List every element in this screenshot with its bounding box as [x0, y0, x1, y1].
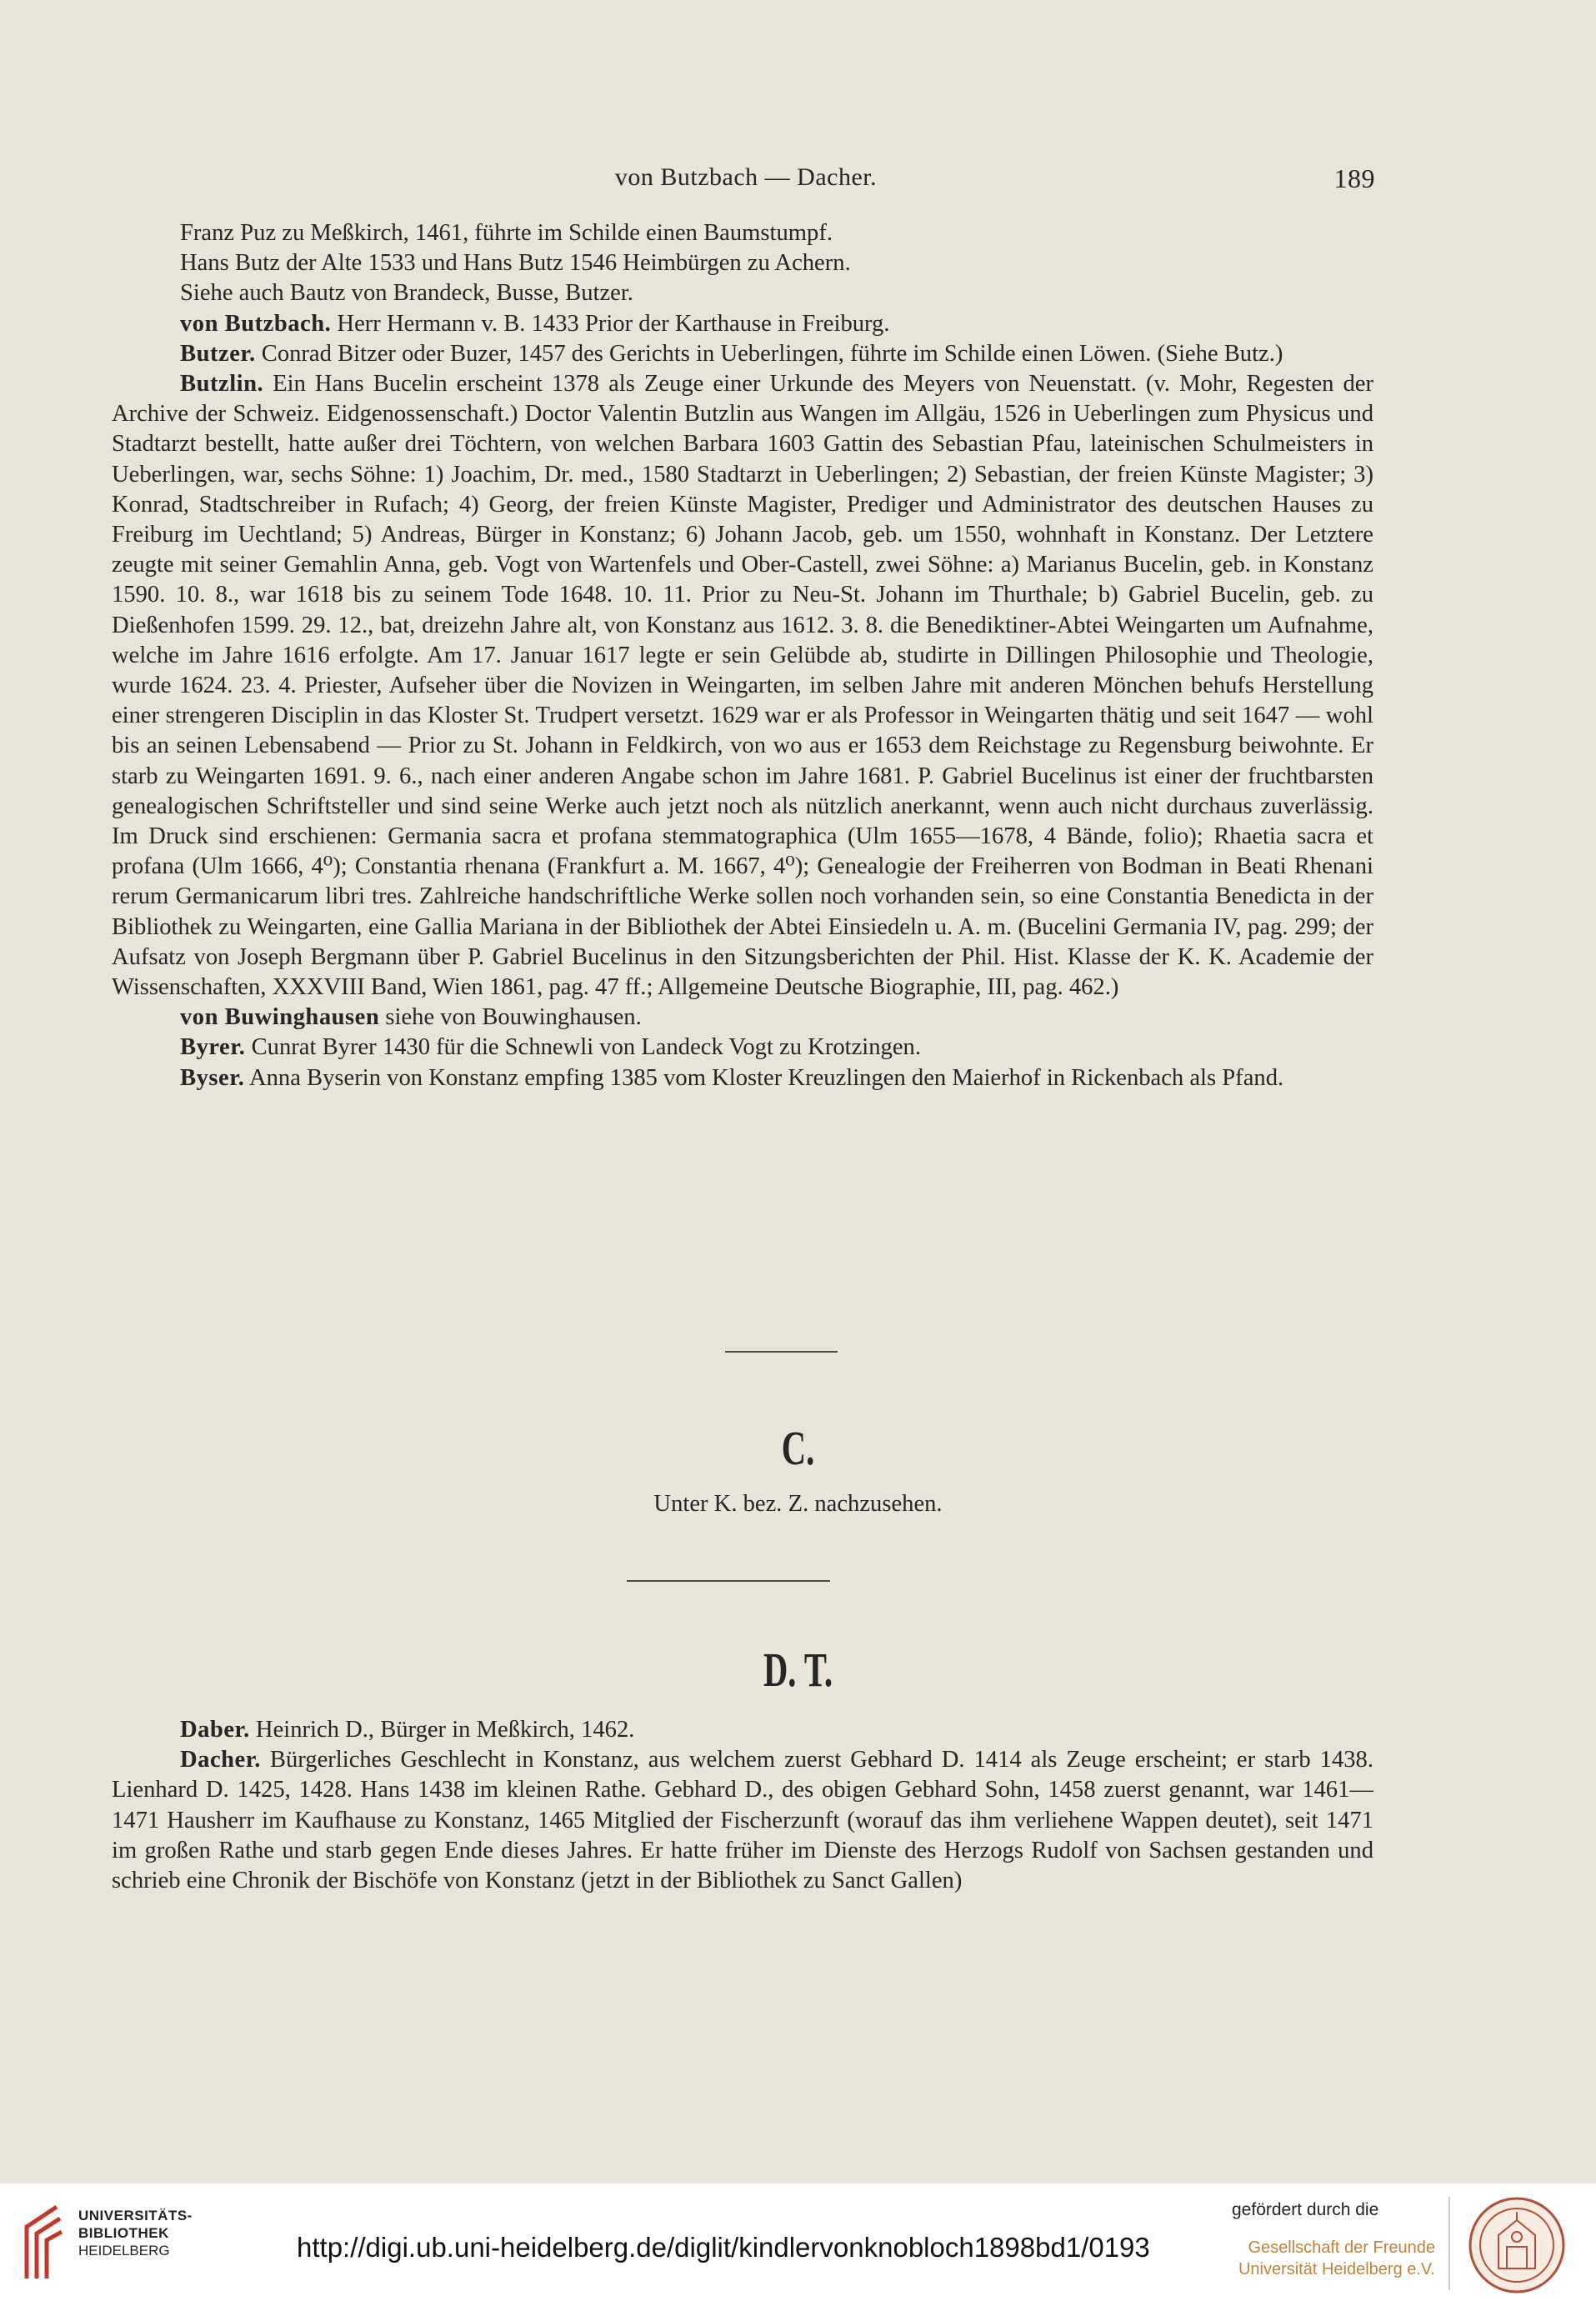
university-seal-icon — [1467, 2195, 1567, 2295]
entry-butzlin — [112, 369, 1373, 1003]
entry-lemma: Byser. — [180, 1064, 245, 1091]
section-letter-dt: D. T. — [763, 1643, 833, 1697]
library-name-line: BIBLIOTHEK — [78, 2225, 169, 2241]
entry-byrer — [112, 1033, 1373, 1063]
entry-text: Ein Hans Bucelin erscheint 1378 als Zeuge einer Urkunde des Meyers von Neuenstatt. (v. Mohr, Regesten der Archive der Schweiz. Eidgenossenschaft.) Doctor Valentin Butzlin aus Wangen im Allgäu, 1526 in Ueberlingen zum Physicus und Stadtarzt bestellt, hatte außer drei Töchtern, von welchen Barbara 1603 Gattin des Sebastian Pfau, lateinischen Schulmeisters in Ueberlingen, war, sechs Söhne: 1) Joachim, Dr. med., 1580 Stadtarzt in Ueberlingen; 2) Sebastian, der freien Künste Magister; 3) Konrad, Stadtschreiber in Rufach; 4) Georg, der freien Künste Magister, Prediger und Administrator des deutschen Hauses zu Freiburg im Uechtland; 5) Andreas, Bürger in Konstanz; 6) Johann Jacob, geb. um 1550, wohnhaft in Konstanz. Der Letztere zeugte mit seiner Gemahlin Anna, geb. Vogt von Wartenfels und Ober-Castell, zwei Söhne: a) Marianus Bucelin, geb. in Konstanz 1590. 10. 8., war 1618 bis zu seinem Tode 1648. 10. 11. Prior zu Neu-St. Johann im Thurthale; b) Gabriel Bucelin, geb. zu Dießenhofen 1599. 29. 12., bat, dreizehn Jahre alt, von Konstanz aus 1612. 3. 8. die Benediktiner-Abtei Weingarten um Aufnahme, welche im Jahre 1616 erfolgte. Am 17. Januar 1617 legte er sein Gelübde ab, studirte in Dillingen Philosophie und Theologie, wurde 1624. 23. 4. Priester, Aufseher über die Novizen in Weingarten, im selben Jahre mit anderen Mönchen behufs Herstellung einer strengeren Disciplin in das Kloster St. Trudpert versetzt. 1629 war er als Professor in Weingarten thätig und seit 1647 — wohl bis an seinen Lebensabend — Prior zu St. Johann in Feldkirch, von wo aus er 1653 dem Reichstage zu Regensburg beiwohnte. Er starb zu Weingarten 1691. 9. 6., nach einer anderen Angabe schon im Jahre 1681. P. Gabriel Bucelinus ist einer der fruchtbarsten genealogischen Schriftsteller und sind seine Werke auch jetzt noch als nützlich anerkannt, wenn auch nicht durchaus zuverlässig. Im Druck sind erschienen: Germania sacra et profana stemmatographica (Ulm 1655—1678, 4 Bände, folio); Rhaetia sacra et profana (Ulm 1666, 4⁰); Constantia rhenana (Frankfurt a. M. 1667, 4⁰); Genealogie der Freiherren von Bodman in Beati Rhenani rerum Germanicarum libri tres. Zahlreiche handschriftliche Werke sollen noch vorhanden sein, so eine Constantia Benedicta in der Bibliothek zu Weingarten, eine Gallia Mariana in der Bibliothek der Abtei Einsiedeln u. A. m. (Bucelini Germania IV, pag. 299; der Aufsatz von Joseph Bergmann über P. Gabriel Bucelinus in den Sitzungsberichten der Phil. Hist. Klasse der K. K. Academie der Wissenschaften, XXXVIII Band, Wien 1861, pag. 47 ff.; Allgemeine Deutsche Biographie, III, pag. 462.) — [112, 371, 1373, 1001]
entry-lemma: Dacher. — [180, 1747, 261, 1773]
entry-lemma: von Butzbach. — [180, 310, 332, 337]
entry — [112, 218, 1373, 248]
entry — [112, 278, 1373, 308]
library-logo-icon — [20, 2202, 65, 2282]
entry-daber — [112, 1715, 1373, 1745]
entry-von-butzbach — [112, 309, 1373, 339]
entry-text: Heinrich D., Bürger in Meßkirch, 1462. — [249, 1717, 635, 1743]
permalink-url[interactable]: http://digi.ub.uni-heidelberg.de/diglit/kindlervonknobloch1898bd1/0193 — [297, 2232, 1150, 2263]
entry-dacher — [112, 1745, 1373, 1896]
entry — [112, 248, 1373, 278]
entry-text: Herr Hermann v. B. 1433 Prior der Karthause in Freiburg. — [331, 310, 890, 337]
section-c-note: Unter K. bez. Z. nachzusehen. — [653, 1491, 943, 1517]
library-name — [78, 2207, 193, 2259]
footer-bar — [0, 2183, 1596, 2301]
entry-text: siehe von Bouwinghausen. — [379, 1004, 642, 1031]
entry-text: Siehe auch Bautz von Brandeck, Busse, Butzer. — [180, 280, 633, 307]
library-name-line: UNIVERSITÄTS- — [78, 2208, 193, 2223]
funder-name-line: Universität Heidelberg e.V. — [1238, 2260, 1435, 2278]
entry-lemma: von Buwinghausen — [180, 1004, 380, 1031]
funder-name — [1227, 2237, 1435, 2280]
footer-separator — [1448, 2197, 1450, 2290]
entry-list-dt — [112, 1715, 1373, 1896]
section-divider — [627, 1580, 830, 1582]
entry-byser — [112, 1063, 1373, 1093]
page-number: 189 — [1333, 163, 1375, 193]
entry-lemma: Byrer. — [180, 1034, 246, 1061]
entry-von-buwinghausen — [112, 1003, 1373, 1033]
entry-butzer — [112, 339, 1373, 369]
entry-list — [112, 218, 1373, 1093]
entry-lemma: Daber. — [180, 1717, 250, 1743]
library-name-line: HEIDELBERG — [78, 2243, 170, 2258]
funding-label: gefördert durch die — [1232, 2200, 1379, 2219]
entry-text: Franz Puz zu Meßkirch, 1461, führte im Schilde einen Baumstumpf. — [180, 220, 833, 246]
entry-text: Conrad Bitzer oder Buzer, 1457 des Gerichts in Ueberlingen, führte im Schilde einen Löwen. (Siehe Butz.) — [255, 340, 1283, 367]
funder-name-line: Gesellschaft der Freunde — [1248, 2238, 1435, 2257]
running-title: von Butzbach — Dacher. — [614, 163, 878, 191]
entry-text: Anna Byserin von Konstanz empfing 1385 vom Kloster Kreuzlingen den Maierhof in Rickenbach als Pfand. — [244, 1064, 1284, 1091]
entry-text: Bürgerliches Geschlecht in Konstanz, aus welchem zuerst Gebhard D. 1414 als Zeuge erscheint; er starb 1438. Lienhard D. 1425, 1428. Hans 1438 im kleinen Rathe. Gebhard D., des obigen Gebhard Sohn, 1458 zuerst genannt, war 1461—1471 Hausherr im Kaufhause zu Konstanz, 1465 Mitglied der Fischerzunft (worauf das ihm verliehene Wappen deutet), seit 1471 im großen Rathe und starb gegen Ende dieses Jahres. Er hatte früher im Dienste des Herzogs Rudolf von Sachsen gestanden und schrieb eine Chronik der Bischöfe von Konstanz (jetzt in der Bibliothek zu Sanct Gallen) — [112, 1747, 1373, 1894]
entry-lemma: Butzlin. — [180, 371, 264, 398]
entry-text: Hans Butz der Alte 1533 und Hans Butz 1546 Heimbürgen zu Achern. — [180, 250, 851, 277]
section-divider — [725, 1351, 838, 1353]
entry-text: Cunrat Byrer 1430 für die Schnewli von Landeck Vogt zu Krotzingen. — [245, 1034, 921, 1061]
section-letter-c: C. — [781, 1421, 815, 1475]
entry-lemma: Butzer. — [180, 340, 256, 367]
